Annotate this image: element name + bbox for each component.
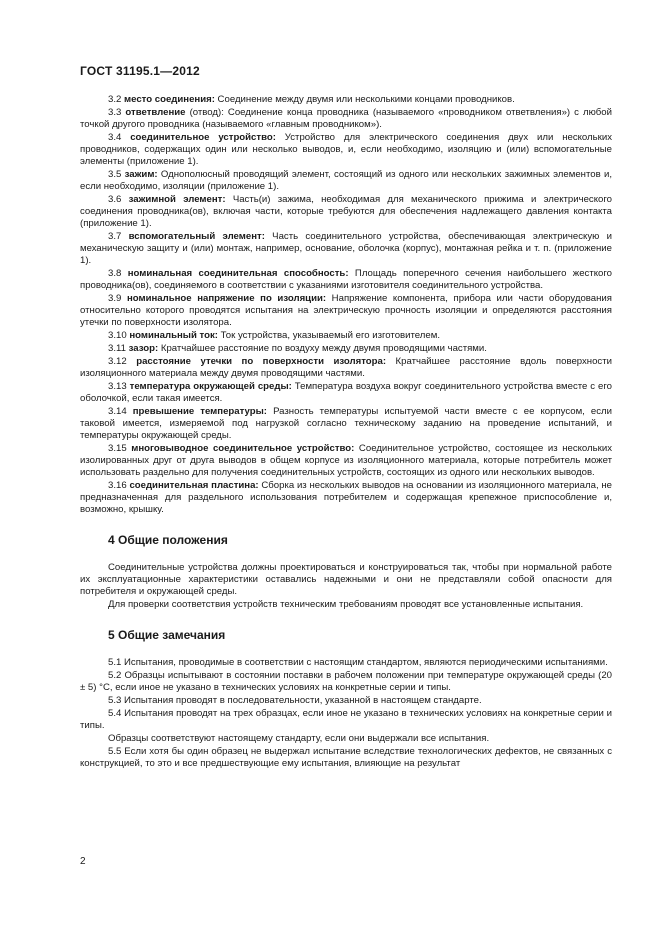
- definition-number: 3.6: [108, 194, 122, 205]
- definition-number: 3.10: [108, 330, 127, 341]
- definition-text: Кратчайшее расстояние по воздуху между двумя проводящими частями.: [158, 343, 487, 354]
- section-5-paragraph: 5.1 Испытания, проводимые в соответствии с настоящим стандартом, являются периодическими испытаниями.: [108, 657, 608, 668]
- definition-number: 3.3: [108, 107, 122, 118]
- definition-term: многовыводное соединительное устройство:: [131, 443, 355, 454]
- definition-item: [80, 231, 612, 267]
- definition-term: ответвление: [125, 107, 186, 118]
- definition-number: 3.15: [108, 443, 127, 454]
- section-5-paragraph: 5.5 Если хотя бы один образец не выдержал испытание вследствие технологических дефектов, не связанных с конструкцией, то это и все предшествующие ему испытания, влияющие на результат: [80, 746, 612, 769]
- definition-text: Напряжение компонента, прибора или части оборудования относительно которого проводятся испытания на электрическую прочность изоляции и определяются расстояния утечки по поверхности изолятора.: [80, 293, 612, 328]
- section-4-heading: 4 Общие положения: [108, 533, 228, 547]
- definition-term: номинальная соединительная способность:: [127, 268, 349, 279]
- definition-number: 3.5: [108, 169, 122, 180]
- definition-term: зажимной элемент:: [128, 194, 226, 205]
- definition-text: Площадь поперечного сечения наибольшего жесткого проводника(ов), соединяемого в соответствии с указаниями изготовителя соединительного устройства.: [80, 268, 613, 291]
- definition-text: Кратчайшее расстояние вдоль поверхности изоляционного материала между двумя проводящими частями.: [80, 356, 612, 379]
- section-4-paragraph: Соединительные устройства должны проектироваться и конструироваться так, чтобы при нормальной работе их эксплуатационные характеристики оставались надежными и они не представляли собой опасности для потребителя и окружающей среды.: [80, 562, 612, 597]
- definition-text: Соединение между двумя или несколькими концами проводников.: [214, 94, 515, 105]
- definition-item: [80, 268, 612, 292]
- definition-item: [80, 132, 612, 168]
- definition-number: 3.7: [108, 231, 122, 242]
- definition-term: соединительная пластина:: [129, 480, 259, 491]
- definition-number: 3.12: [108, 356, 127, 367]
- definition-text: Устройство для электрического соединения двух или нескольких проводников, содержащих один или несколько выводов, и, если необходимо, изоляцию и (или) вспомогательные элементы (приложение 1).: [80, 132, 613, 167]
- definition-term: зажим:: [124, 169, 158, 180]
- definition-item: [80, 107, 612, 131]
- definition-term: превышение температуры:: [132, 406, 268, 417]
- definition-item: [80, 169, 612, 193]
- definition-text: Часть(и) зажима, необходимая для механического прижима и электрического соединения проводника(ов), включая части, которые требуются для обеспечения надлежащего давления контакта (приложение 1).: [80, 194, 612, 229]
- definition-number: 3.9: [108, 293, 122, 304]
- definition-term: зазор:: [128, 343, 159, 354]
- page-number: 2: [80, 856, 86, 867]
- definition-item: [80, 443, 612, 479]
- definition-item: [80, 343, 612, 355]
- definition-item: [80, 480, 612, 516]
- definition-number: 3.4: [108, 132, 122, 143]
- definition-text: Температура воздуха вокруг соединительного устройства вместе с его оболочкой, если такая имеется.: [80, 381, 613, 404]
- definition-text: (отвод): Соединение конца проводника (называемого «проводником ответвления») с любой точкой другого проводника (называемого «главным проводником»).: [80, 107, 612, 130]
- definition-term: номинальное напряжение по изоляции:: [126, 293, 327, 304]
- document-header: ГОСТ 31195.1—2012: [80, 64, 200, 78]
- definition-item: [80, 406, 612, 442]
- definition-text: Сборка из нескольких выводов на основании из изоляционного материала, не предназначенная для раздельного использования потребителем и содержащая крепежное приспособление и, возможно, крышку.: [80, 480, 612, 515]
- definition-text: Разность температуры испытуемой части вместе с ее корпусом, если таковой имеется, измеряемой под нагрузкой согласно техническому заданию на проведение испытаний, и температуры окружающей среды.: [80, 406, 613, 441]
- definition-item: [80, 293, 612, 329]
- document-body: [80, 94, 612, 771]
- definitions-list: [80, 94, 612, 516]
- definition-number: 3.2: [108, 94, 122, 105]
- definition-item: [80, 330, 612, 342]
- section-4-paragraph: Для проверки соответствия устройств техническим требованиям проводят все установленные испытания.: [108, 599, 584, 610]
- definition-number: 3.8: [108, 268, 122, 279]
- definition-item: [80, 94, 612, 106]
- definition-term: расстояние утечки по поверхности изолятора:: [136, 356, 387, 367]
- definition-term: вспомогательный элемент:: [128, 231, 265, 242]
- definition-item: [80, 194, 612, 230]
- section-5-paragraph: 5.4 Испытания проводят на трех образцах, если иное не указано в технических условиях на конкретные серии и типы.: [80, 708, 612, 731]
- section-5-paragraph: Образцы соответствуют настоящему стандарту, если они выдержали все испытания.: [108, 733, 490, 744]
- section-5-paragraph: 5.2 Образцы испытывают в состоянии поставки в рабочем положении при температуре окружающей среды (20 ± 5) °С, если иное не указано в технических условиях на конкретные серии и типы.: [80, 670, 612, 693]
- definition-text: Однополюсный проводящий элемент, состоящий из одного или нескольких зажимных элементов и, если необходимо, изоляции (приложение 1).: [80, 169, 612, 192]
- section-5-heading: 5 Общие замечания: [108, 628, 226, 642]
- definition-number: 3.16: [108, 480, 127, 491]
- definition-number: 3.14: [108, 406, 127, 417]
- definition-text: Соединительное устройство, состоящее из нескольких изолированных друг от друга выводов в общем корпусе из изоляционного материала, которые потребитель может использовать раздельно для получения соединительных устройств, состоящих из одного или нескольких выводов.: [80, 443, 613, 478]
- definition-number: 3.11: [108, 343, 126, 354]
- definition-number: 3.13: [108, 381, 127, 392]
- section-5-paragraph: 5.3 Испытания проводят в последовательности, указанной в настоящем стандарте.: [108, 695, 482, 706]
- definition-term: соединительное устройство:: [130, 132, 276, 143]
- definition-text: Часть соединительного устройства, обеспечивающая электрическую и механическую защиту и (или) монтаж, например, основание, оболочка (корпус), монтажная рейка и т. п. (приложение 1).: [80, 231, 612, 266]
- definition-item: [80, 356, 612, 380]
- definition-term: место соединения:: [124, 94, 215, 105]
- definition-term: номинальный ток:: [129, 330, 218, 341]
- definition-term: температура окружающей среды:: [129, 381, 292, 392]
- definition-text: Ток устройства, указываемый его изготовителем.: [217, 330, 440, 341]
- definition-item: [80, 381, 612, 405]
